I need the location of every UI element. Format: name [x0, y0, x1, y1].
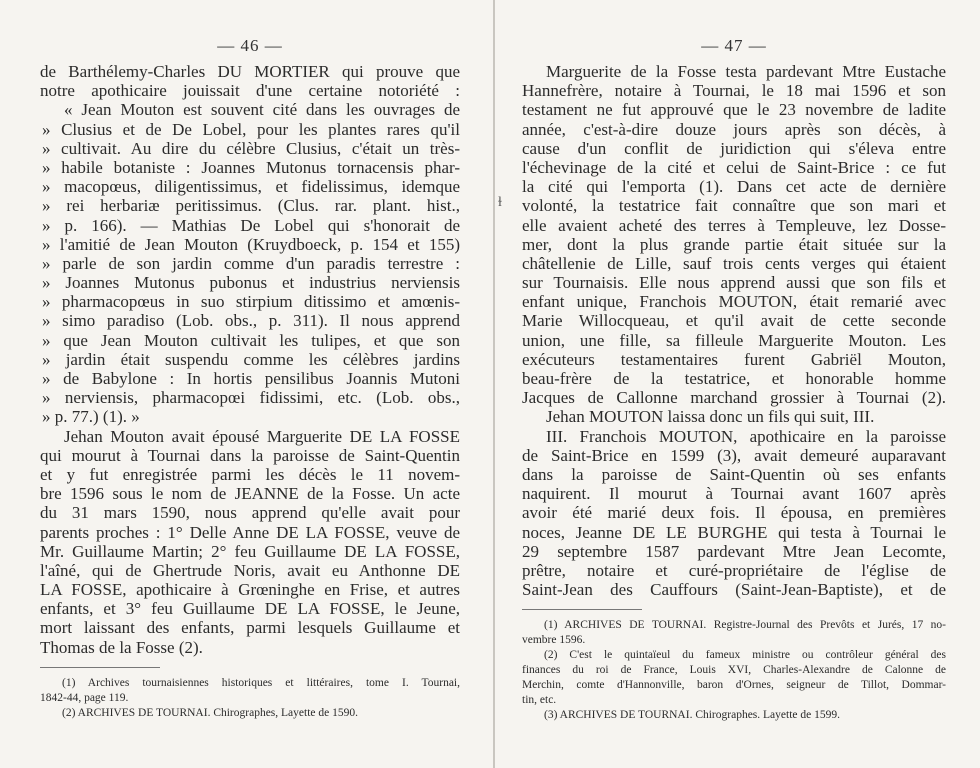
right-page-text [522, 62, 946, 599]
text-line: » nerviensis, pharmacopœi fidissimi, etc. (Lob. obs., [42, 388, 460, 408]
footnote-line: (2) C'est le quintaïeul du fameux ministre ou contrôleur général des [544, 649, 946, 662]
footnotes-right [522, 618, 946, 723]
text-line: » que Jean Mouton cultivait les tulipes, et que son [42, 330, 460, 350]
text-line: » macopœus, diligentissimus, et fidelissimus, idemque [42, 177, 460, 197]
text-line: bre 1596 sous le nom de JEANNE de la Fosse. Un acte [40, 484, 460, 504]
text-line: sur Tournaisis. Elle nous apprend aussi que son fils et [522, 273, 946, 293]
text-line: » Joannes Mutonus pubonus et industrius nerviensis [42, 273, 460, 293]
text-line: beau-frère de la testatrice, et honorable homme [522, 369, 946, 388]
text-line: » jardin était suspendu comme les célèbres jardins [42, 349, 460, 369]
text-line: la cité qui l'emporta (1). Dans cet acte de dernière [522, 177, 946, 197]
text-line: elle avaient acheté des terres à Templeuve, lez Dosse- [522, 215, 946, 235]
footnote-line: vembre 1596. [522, 634, 586, 647]
text-line: de Barthélemy-Charles DU MORTIER qui prouve que [40, 62, 460, 81]
text-line: avoir été marié deux fois. Il épousa, en premières [522, 503, 946, 523]
text-line: de Saint-Brice en 1599 (3), avait demeuré auparavant [522, 445, 946, 465]
text-line: Thomas de la Fosse (2). [40, 637, 203, 657]
text-line: « Jean Mouton est souvent cité dans les ouvrages de [64, 100, 460, 120]
text-line: Jacques de Callonne marchand grossier à Tournai (2). [522, 388, 946, 408]
footnote-line: (1) Archives tournaisiennes historiques et littéraires, tome I. Tournai, [62, 676, 460, 689]
text-line: prêtre, notaire et curé-propriétaire de l'église de [522, 560, 946, 580]
footnote-line: (3) ARCHIVES DE TOURNAI. Chirographes. Layette de 1599. [544, 709, 840, 722]
text-line: » habile botaniste : Joannes Mutonus tornacensis phar- [42, 157, 460, 177]
text-line: Marguerite de la Fosse testa pardevant Mtre Eustache [546, 62, 946, 81]
text-line: châtellenie de Lille, sauf trois cents verges qui étaient [522, 253, 946, 273]
text-line: » parle de son jardin comme d'un paradis terrestre : [42, 253, 460, 273]
text-line: » p. 77.) (1). » [42, 407, 140, 427]
text-line: » cultivait. Au dire du célèbre Clusius, c'était un très- [42, 138, 460, 158]
text-line: testament ne fut approuvé que le 23 novembre de ladite [522, 100, 946, 120]
footnotes-left [40, 676, 460, 721]
text-line: » de Babylone : In hortis pensilibus Joannis Mutoni [42, 369, 460, 388]
text-line: » Clusius et de De Lobel, pour les plantes rares qu'il [42, 119, 460, 139]
footnote-line: finances du roi de France, Louis XVI, Charles-Alexandre de Calonne de [522, 664, 946, 677]
page-number-right: — 47 — [701, 36, 767, 55]
text-line: année, c'est-à-dire douze jours après son décès, à [522, 119, 946, 139]
text-line: volonté, la testatrice fait connaître que son mari et [522, 196, 946, 216]
text-line: » rei herbariæ peritissimus. (Clus. rar. plant. hist., [42, 196, 460, 216]
text-line: notre apothicaire jouissait d'une certaine notoriété : [40, 81, 460, 101]
footnote-line: (2) ARCHIVES DE TOURNAI. Chirographes, Layette de 1590. [62, 706, 358, 719]
footnote-rule [522, 609, 642, 610]
page-gutter [493, 0, 495, 768]
text-line: noces, Jeanne DE LE BURGHE qui testa à Tournai le [522, 522, 946, 542]
text-line: exécuteurs testamentaires furent Gabriël Mouton, [522, 349, 946, 369]
footnote-line: (1) ARCHIVES DE TOURNAI. Registre-Journal des Prevôts et Jurés, 17 no- [544, 619, 946, 632]
footnote-line: 1842-44, page 119. [40, 691, 129, 704]
left-page [40, 0, 460, 768]
text-line: naquirent. Il mourut à Tournai avant 1607 après [522, 484, 946, 504]
text-line: Saint-Jean des Cauffours (Saint-Jean-Baptiste), et de [522, 580, 946, 600]
text-line: » p. 166). — Mathias De Lobel qui s'honorait de [42, 215, 460, 235]
page-number-left: — 46 — [217, 36, 283, 55]
text-line: Mr. Guillaume Martin; 2° feu Guillaume DE LA FOSSE, [40, 541, 460, 561]
text-line: mer, dont la plus grande partie était située sur la [522, 234, 946, 254]
margin-mark: ɫ [498, 195, 502, 210]
text-line: » l'amitié de Jean Mouton (Kruydboeck, p. 154 et 155) [42, 234, 460, 254]
text-line: » simo paradiso (Lob. obs., p. 311). Il nous apprend [42, 311, 460, 331]
text-line: LA FOSSE, apothicaire à Grœninghe en Frise, et autres [40, 580, 460, 600]
footnote-rule [40, 667, 160, 668]
text-line: qui mourut à Tournai dans la paroisse de Saint-Quentin [40, 445, 460, 465]
text-line: Marie Willocqueau, et qu'il avait de cette seconde [522, 311, 946, 331]
text-line: Jehan Mouton avait épousé Marguerite DE LA FOSSE [64, 426, 460, 446]
text-line: mort laissant des enfants, parmi lesquels Guillaume et [40, 618, 460, 638]
text-line: Hannefrère, notaire à Tournai, le 18 mai 1596 et son [522, 81, 946, 101]
text-line: enfant unique, Franchois MOUTON, était remarié avec [522, 292, 946, 312]
text-line: union, une fille, sa filleule Marguerite Mouton. Les [522, 330, 946, 350]
text-line: cause d'un conflit de juridiction qui s'éleva entre [522, 138, 946, 158]
text-line: enfants, et 3° feu Guillaume DE LA FOSSE, le Jeune, [40, 599, 460, 619]
footnote-line: Merchin, comte d'Hannonville, baron d'Ornes, seigneur de Tillot, Dommar- [522, 679, 946, 692]
left-page-text [40, 62, 460, 657]
text-line: 29 septembre 1587 pardevant Mtre Jean Lecomte, [522, 541, 946, 561]
right-page [522, 0, 946, 768]
text-line: Jehan MOUTON laissa donc un fils qui suit, III. [546, 407, 875, 427]
text-line: et y fut enregistrée parmi les décès le 11 novem- [40, 464, 460, 484]
footnote-line: tin, etc. [522, 694, 557, 707]
text-line: l'échevinage de la cité et celui de Saint-Brice : ce fut [522, 157, 946, 177]
text-line: » pharmacopœus in suo stirpium ditissimo et amœnis- [42, 292, 460, 312]
text-line: l'aîné, qui de Ghertrude Noris, avait eu Anthonne DE [40, 560, 460, 580]
text-line: parents proches : 1° Delle Anne DE LA FOSSE, veuve de [40, 522, 460, 542]
text-line: III. Franchois MOUTON, apothicaire en la paroisse [546, 426, 946, 446]
text-line: du 31 mars 1590, nous apprend qu'elle avait pour [40, 503, 460, 523]
text-line: dans la paroisse de Saint-Quentin où ses enfants [522, 464, 946, 484]
